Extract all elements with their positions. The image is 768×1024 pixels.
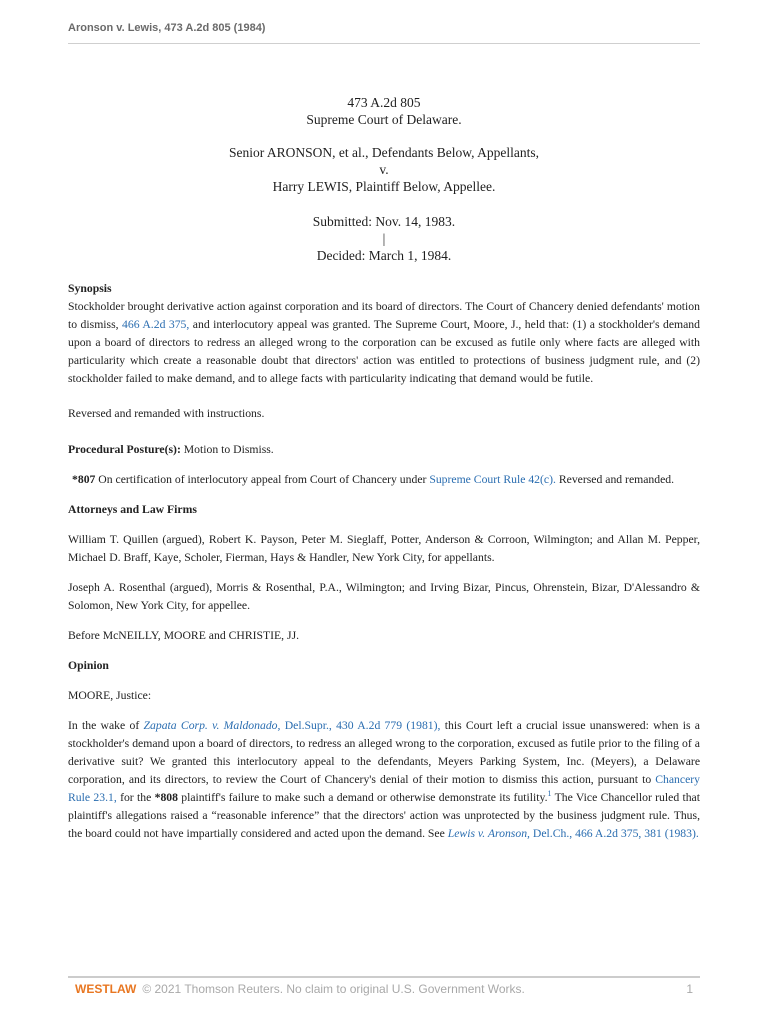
page-number: 1 — [686, 982, 693, 996]
synopsis-paragraph — [68, 298, 700, 388]
case-caption-citation — [68, 94, 700, 128]
opinion-author: MOORE, Justice: — [68, 689, 152, 702]
appellant-attorneys: William T. Quillen (argued), Robert K. Payson, Peter M. Sieglaff, Potter, Anderson & Corroon, Wilmington; and Allan M. Pepper, Michael D. Braff, Kaye, Scholer, Fierman, Hays & Handler, New York City, for appellants. — [68, 533, 700, 564]
opinion-text-2: this Court left a crucial issue unanswered: when is a stockholder's demand upon a board of directors, to redress an alleged wrong to the corporation, excused as futile prior to the filing of a derivative suit? We granted this interlocutory appeal to the defendants, Meyers Parking System, Inc. (Meyers), a Delaware corporation, and its directors, to review the Court of Chancery's denial of their motion to dismiss this action, pursuant to — [68, 719, 700, 786]
opinion-text-1: In the wake of — [68, 719, 144, 732]
reporter-citation: 473 A.2d 805 — [347, 95, 421, 110]
procedural-value: Motion to Dismiss. — [180, 443, 274, 456]
westlaw-logo: WESTLAW — [75, 982, 137, 996]
star-page-807: *807 — [72, 473, 96, 486]
appellee-line: Harry LEWIS, Plaintiff Below, Appellee. — [272, 179, 496, 194]
appellants-line: Senior ARONSON, et al., Defendants Below, Appellants, — [229, 145, 539, 160]
procedural-posture — [68, 441, 700, 459]
certification-paragraph — [68, 471, 700, 489]
copyright-notice: © 2021 Thomson Reuters. No claim to original U.S. Government Works. — [142, 982, 525, 996]
zapata-citation-link[interactable]: Del.Supr., 430 A.2d 779 (1981), — [280, 719, 441, 732]
running-title: Aronson v. Lewis, 473 A.2d 805 (1984) — [68, 22, 266, 34]
synopsis-heading: Synopsis — [68, 282, 112, 295]
synopsis-text-a: Stockholder brought derivative action against corporation and its board of directors. The Court of Chancery denied defendants' motion to dismiss, — [68, 300, 700, 331]
footnote-number[interactable]: 1 — [547, 789, 552, 799]
decided-date: Decided: March 1, 1984. — [316, 248, 452, 263]
opinion-text-4: plaintiff's failure to make such a demand or otherwise demonstrate its futility. — [177, 791, 548, 804]
star-page-808: *808 — [154, 791, 178, 804]
opinion-heading: Opinion — [68, 659, 109, 672]
procedural-label: Procedural Posture(s): — [68, 443, 181, 456]
lewis-citation-link[interactable]: Del.Ch., 466 A.2d 375, 381 (1983). — [529, 827, 699, 840]
page-footer — [75, 982, 693, 996]
citation-link-466[interactable]: 466 A.2d 375, — [122, 318, 190, 331]
versus-line: v. — [379, 162, 389, 177]
certification-text-b: Reversed and remanded. — [555, 473, 675, 486]
court-name: Supreme Court of Delaware. — [306, 112, 462, 127]
disposition: Reversed and remanded with instructions. — [68, 407, 265, 420]
opinion-paragraph — [68, 717, 700, 843]
synopsis-text-b: and interlocutory appeal was granted. The Supreme Court, Moore, J., held that: (1) a stockholder's demand upon a board of directors to redress an alleged wrong to the corporation can be excused as futile only where facts are alleged with particularity which create a reasonable doubt that directors' action was entitled to protections of business judgment rule, and (2) stockholder failed to make demand, and to allege facts with particularity indicating that demand would be futile. — [68, 318, 700, 385]
opinion-text-3: for the — [116, 791, 155, 804]
lewis-case-link[interactable]: Lewis v. Aronson, — [447, 827, 530, 840]
zapata-case-link[interactable]: Zapata Corp. v. Maldonado, — [143, 719, 281, 732]
date-separator: | — [382, 231, 386, 246]
submitted-date: Submitted: Nov. 14, 1983. — [312, 214, 456, 229]
opinion-text-5: The Vice Chancellor ruled that plaintiff's allegations raised a “reasonable inference” that the directors' action was unprotected by the business judgment rule. Thus, the board could not have impartially considered and acted upon the demand. See — [68, 791, 700, 840]
document-body — [68, 280, 700, 843]
case-parties — [68, 144, 700, 195]
chancery-rule-link[interactable]: Chancery Rule 23.1, — [68, 773, 700, 804]
footer-divider — [68, 976, 700, 978]
header-divider — [68, 43, 700, 44]
appellee-attorneys: Joseph A. Rosenthal (argued), Morris & Rosenthal, P.A., Wilmington; and Irving Bizar, Pincus, Ohrenstein, Bizar, D'Alessandro & Solomon, New York City, for appellee. — [68, 581, 700, 612]
supreme-court-rule-link[interactable]: Supreme Court Rule 42(c). — [429, 473, 556, 486]
panel-judges: Before McNEILLY, MOORE and CHRISTIE, JJ. — [68, 629, 300, 642]
certification-text-a: On certification of interlocutory appeal from Court of Chancery under — [95, 473, 430, 486]
case-dates — [68, 213, 700, 264]
attorneys-heading: Attorneys and Law Firms — [68, 503, 197, 516]
